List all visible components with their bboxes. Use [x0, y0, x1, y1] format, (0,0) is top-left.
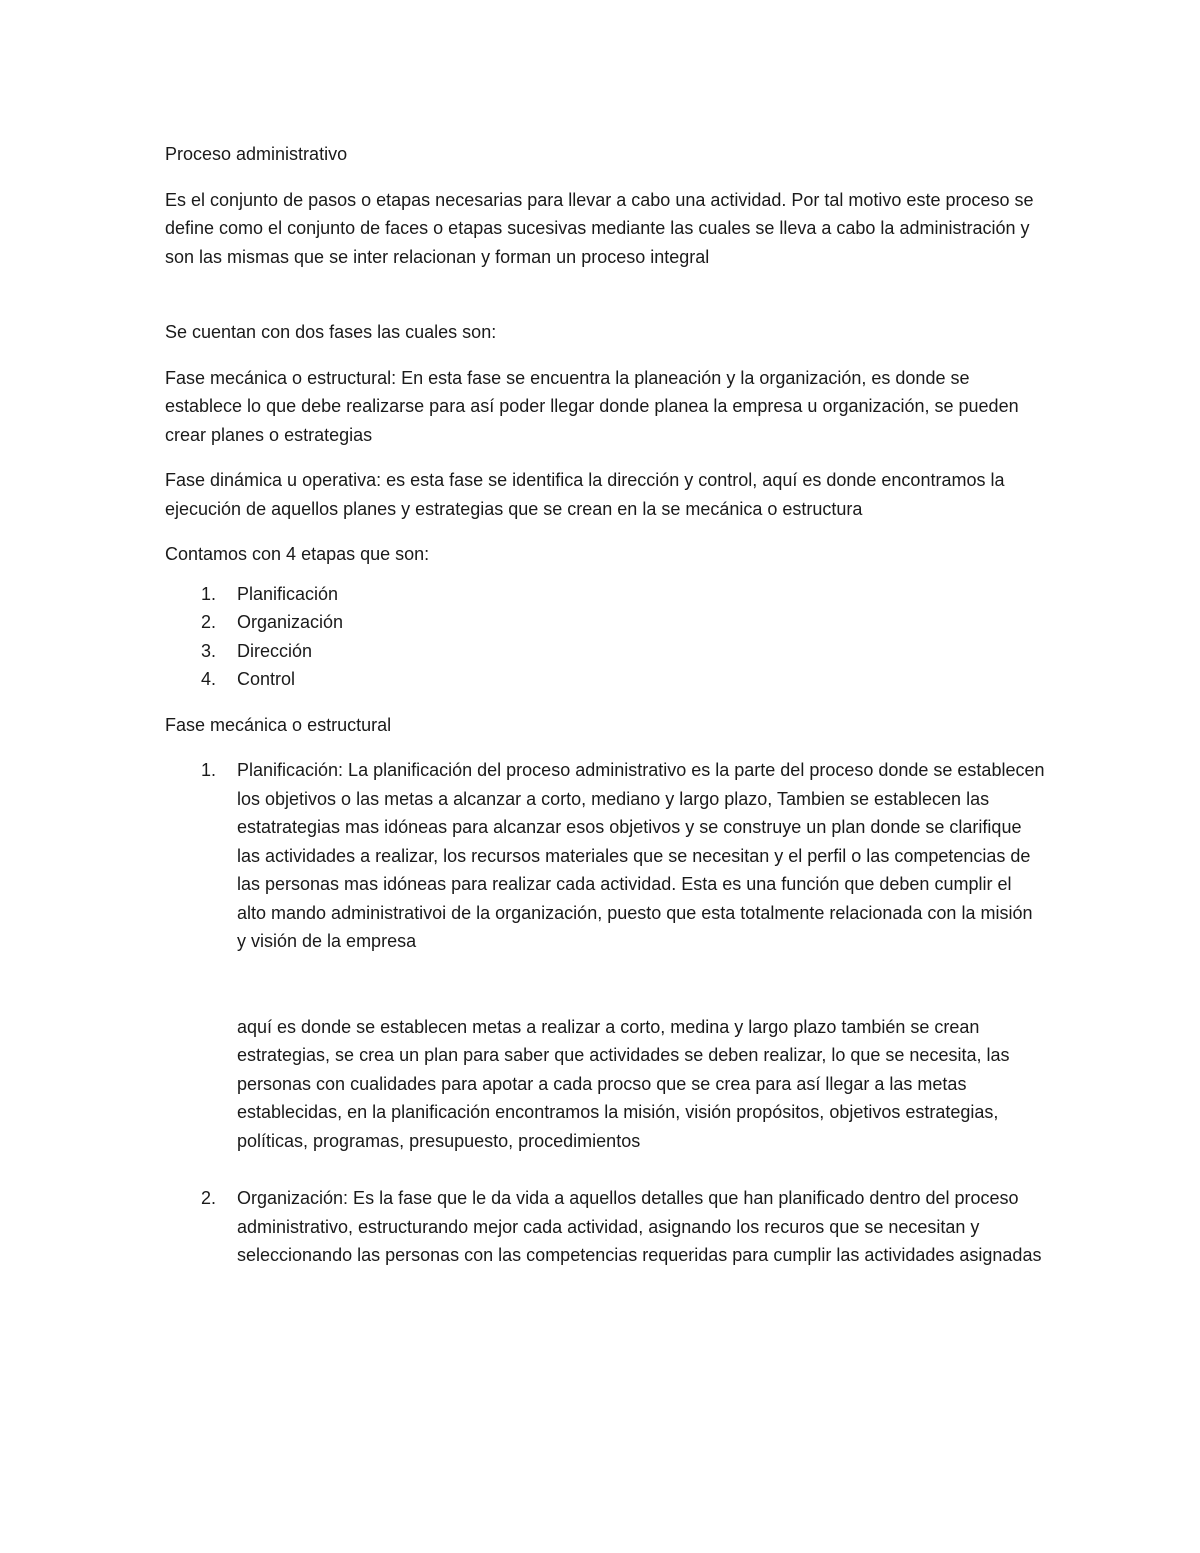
mechanical-phase-heading: Fase mecánica o estructural [165, 714, 392, 735]
list-item-label: Control [237, 669, 296, 689]
detail-item-text: Planificación: La planificación del proceso administrativo es la parte del proceso donde se establecen los objetivos o las metas a alcanzar a corto, mediano y largo plazo, Tambien se establecen las estatrategias mas idóneas para alcanzar esos objetivos y se construye un plan donde se clarifique las actividades a realizar, los recursos materiales que se necesitan y el perfil o las competencias de las personas mas idóneas para realizar cada actividad. Esta es una función que deben cumplir el alto mando administrativoi de la organización, puesto que esta totalmente relacionada con la misión y visión de la empresa [237, 760, 1045, 951]
document-title: Proceso administrativo [165, 144, 348, 164]
list-number: 4. [201, 669, 217, 689]
document-body [165, 140, 1045, 1270]
list-item [165, 665, 1045, 694]
list-number: 2. [201, 612, 217, 632]
phase-dynamic-paragraph: Fase dinámica u operativa: es esta fase se identifica la dirección y control, aquí es donde encontramos la ejecución de aquellos planes y estrategias que se crean en la se mecánica o estructura [165, 470, 1005, 519]
list-item [165, 637, 1045, 666]
list-item [165, 580, 1045, 609]
detail-list [165, 756, 1045, 956]
intro-paragraph: Es el conjunto de pasos o etapas necesarias para llevar a cabo una actividad. Por tal motivo este proceso se define como el conjunto de faces o etapas sucesivas mediante las cuales se lleva a cabo la administración y son las mismas que se inter relacionan y forman un proceso integral [165, 189, 1034, 267]
spacer [165, 956, 1045, 1013]
list-item-label: Planificación [237, 583, 339, 604]
list-item [165, 756, 1045, 956]
list-item-label: Dirección [237, 640, 313, 661]
list-item [165, 608, 1045, 637]
phase-mechanical-paragraph: Fase mecánica o estructural: En esta fase se encuentra la planeación y la organización, es donde se establece lo que debe realizarse para así poder llegar donde planea la empresa u organización, se pueden crear planes o estrategias [165, 367, 1019, 445]
spacer [165, 271, 1045, 318]
list-number: 3. [201, 640, 217, 661]
phases-intro-paragraph: Se cuentan con dos fases las cuales son: [165, 322, 497, 342]
planning-extra-paragraph: aquí es donde se establecen metas a realizar a corto, medina y largo plazo también se crean estrategias, se crea un plan para saber que actividades se deben realizar, lo que se necesita, las personas con cualidades para apotar a cada procso que se crea para así llegar a las metas establecidas, en la planificación encontramos la misión, visión propósitos, objetivos estrategias, políticas, programas, presupuesto, procedimientos [237, 1016, 1010, 1151]
stages-intro-paragraph: Contamos con 4 etapas que son: [165, 544, 430, 564]
list-number: 1. [201, 583, 217, 604]
detail-list [165, 1184, 1045, 1270]
list-item [165, 1184, 1045, 1270]
list-number: 2. [201, 1188, 217, 1208]
list-number: 1. [201, 760, 217, 780]
detail-item-text: Organización: Es la fase que le da vida a aquellos detalles que han planificado dentro del proceso administrativo, estructurando mejor cada actividad, asignando los recuros que se necesitan y seleccionando las personas con las competencias requeridas para cumplir las actividades asignadas [237, 1188, 1042, 1265]
stages-list [165, 580, 1045, 694]
list-item-label: Organización [237, 612, 344, 632]
